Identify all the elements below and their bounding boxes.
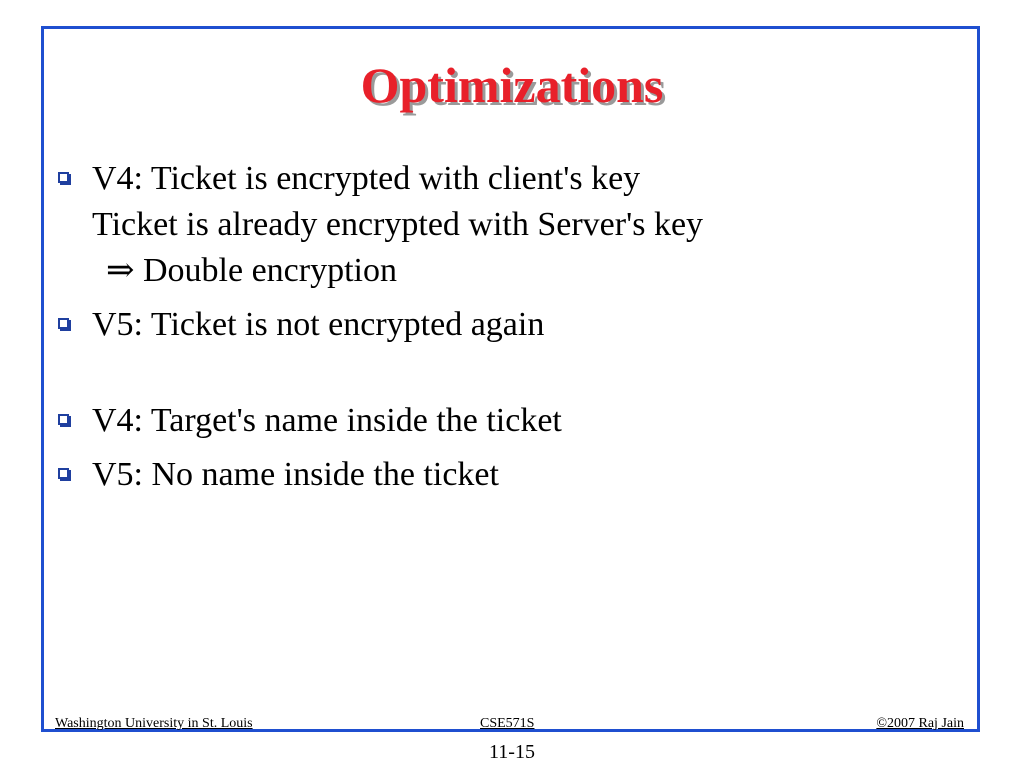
bullet-item [55,302,935,348]
bullet-line: V5: Ticket is not encrypted again [92,306,545,343]
square-bullet-icon [58,414,69,425]
bullet-item [55,156,935,294]
slide-title: Optimizations [360,57,664,113]
bullet-line: V4: Target's name inside the ticket [92,402,562,439]
bullet-line: V4: Ticket is encrypted with client's key [92,160,641,197]
bullet-list [55,156,935,506]
footer-institution: Washington University in St. Louis [55,716,253,731]
square-bullet-icon [58,468,69,479]
bullet-item [55,452,935,498]
bullet-line: Ticket is already encrypted with Server's key [92,206,704,243]
page-number: 11-15 [489,741,535,763]
square-bullet-icon [58,318,69,329]
footer-course: CSE571S [480,716,535,731]
square-bullet-icon [58,172,69,183]
bullet-line: ⇒ Double encryption [106,252,397,289]
bullet-line: V5: No name inside the ticket [92,456,499,493]
footer-copyright: ©2007 Raj Jain [876,716,964,731]
bullet-item [55,398,935,444]
